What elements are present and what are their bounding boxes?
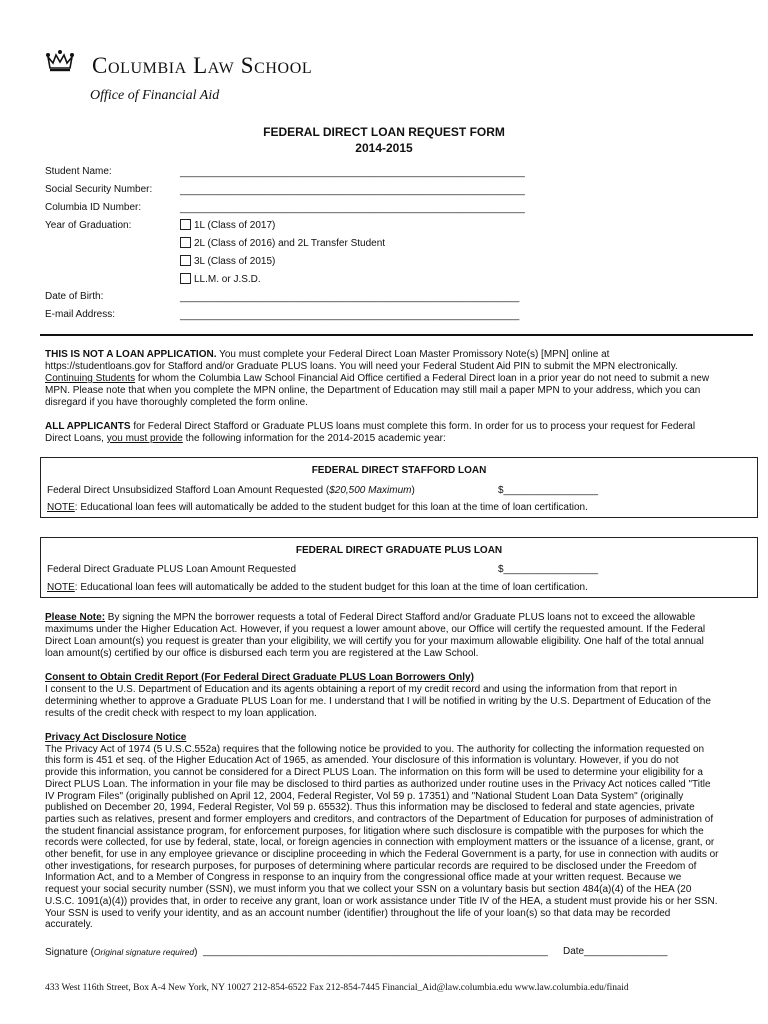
email-field[interactable]: _____________________________________________________________	[180, 310, 520, 321]
notice-paragraph: THIS IS NOT A LOAN APPLICATION. You must complete your Federal Direct Loan Master Promissory Note(s) [MPN] online at https://studentloans.gov for Stafford and/or Graduate PLUS loans. You will need your Federal Student Aid PIN to submit the MPN electronically. Continuing Students for whom the Columbia Law School Financial Aid Office certified a Federal Direct loan in a prior year do not need to submit a new MPN. Please note that when you complete the MPN online, the Department of Education may still mail a paper MPN to your address, which you can disregard if you have thoroughly completed the form online.	[45, 349, 710, 408]
applicants-paragraph: ALL APPLICANTS for Federal Direct Stafford or Graduate PLUS loans must complete this form. In order for us to process your request for Federal Direct Loans, you must provide the following information for the 2014-2015 academic year:	[45, 421, 696, 444]
consent-section: Consent to Obtain Credit Report (For Federal Direct Graduate PLUS Loan Borrowers Only) I consent to the U.S. Department of Education and its agents obtaining a report of my credit record and using the information from that report in determining whether to approve a Graduate PLUS Loan for me. I understand that I will be notified in writing by the U.S. Department of Education of the results of the credit check with respect to my loan application.	[45, 672, 711, 719]
checkbox[interactable]	[180, 273, 191, 284]
email-label: E-mail Address:	[45, 309, 116, 320]
grad-option-3[interactable]: 3L (Class of 2015)	[180, 255, 275, 268]
date-field[interactable]: _______________	[584, 946, 668, 957]
office-name: Office of Financial Aid	[90, 88, 220, 103]
stafford-amount-field[interactable]: $_________________	[498, 485, 599, 496]
crown-icon	[45, 49, 75, 73]
please-note-paragraph: Please Note: By signing the MPN the borrower requests a total of Federal Direct Stafford and/or Graduate PLUS loans not to exceed the allowable maximums under the Higher Education Act. However, if you request a lower amount above, our Office will certify the requested amount. If the Federal Direct Loan amount(s) you request is greater than your eligibility, we will certify you for your maximum allowable eligibility. One half of the total annual loan amount(s) certified by our office is disbursed each term you are registered at the Law School.	[45, 612, 706, 659]
school-name: Columbia Law School	[92, 53, 313, 78]
columbia-id-field[interactable]: ______________________________________________________________	[180, 203, 525, 214]
checkbox[interactable]	[180, 255, 191, 266]
grad-option-2[interactable]: 2L (Class of 2016) and 2L Transfer Student	[180, 237, 385, 250]
student-name-field[interactable]: ______________________________________________________________	[180, 167, 525, 178]
plus-note: NOTE: Educational loan fees will automatically be added to the student budget for this loan at the time of loan certification.	[47, 582, 588, 593]
stafford-amount-label: Federal Direct Unsubsidized Stafford Loan Amount Requested ($20,500 Maximum)	[47, 485, 415, 496]
dob-label: Date of Birth:	[45, 291, 104, 302]
stafford-title: FEDERAL DIRECT STAFFORD LOAN	[311, 465, 487, 476]
student-name-label: Student Name:	[45, 166, 112, 177]
dob-field[interactable]: _____________________________________________________________	[180, 292, 520, 303]
signature-field[interactable]: ______________________________________________________________	[203, 946, 548, 957]
ssn-field[interactable]: ______________________________________________________________	[180, 185, 525, 196]
checkbox[interactable]	[180, 219, 191, 230]
grad-option-1[interactable]: 1L (Class of 2017)	[180, 219, 275, 232]
divider	[40, 334, 753, 336]
form-title: FEDERAL DIRECT LOAN REQUEST FORM	[263, 125, 505, 139]
checkbox[interactable]	[180, 237, 191, 248]
plus-loan-box	[40, 537, 758, 598]
privacy-section: Privacy Act Disclosure Notice The Privacy Act of 1974 (5 U.S.C.552a) requires that the following notice be provided to you. The authority for collecting the information requested on this form is 451 et seq. of the Higher Education Act of 1965, as amended. Your disclosure of this information is voluntary. However, if you do not provide this information, you cannot be considered for a Direct PLUS Loan. The information on this form will be used to determine your eligibility for a Direct PLUS Loan. The information in your file may be disclosed to third parties as authorized under routine uses in the Privacy Act notices called "Title IV Program Files" (originally published on April 12, 2004, Federal Register, Vol 59 p. 17351) and "National Student Loan Data System" (originally published on December 20, 1994, Federal Register, Vol 59 p. 65532). Thus this information may be disclosed to federal and state agencies, private parties such as relatives, present and former employers and creditors, and contractors of the Department of Education for purposes of administration of the student financial assistance program, for enforcement purposes, for litigation where such disclosure is compatible with the purposes for which the records were collected, for use by federal, state, local, or foreign agencies in connection with employment matters or the issuance of a license, grant, or other benefit, for use in any employee grievance or discipline proceeding in which the Federal Government is a party, for use in connection with audits or other investigations, for research purposes, for purposes of determining where particular records are required to be disclosed under the Freedom of Information Act, and to a Member of Congress in response to an inquiry from the congressional office made at your written request. Because we request your social security number (SSN), we must inform you that we collect your SSN on a voluntary basis but section 484(a)(4) of the HEA (20 U.S.C. 1091(a)(4)) provides that, in order to receive any grant, loan or work assistance under Title IV of the HEA, a student must provide his or her SSN. Your SSN is used to verify your identity, and as an account number (identifier) throughout the life of your loan(s) so that data may be recorded accurately.	[45, 732, 719, 931]
consent-title: Consent to Obtain Credit Report (For Federal Direct Graduate PLUS Loan Borrowers Only)	[45, 672, 474, 683]
privacy-title: Privacy Act Disclosure Notice	[45, 732, 187, 743]
grad-option-4[interactable]: LL.M. or J.S.D.	[180, 273, 261, 286]
plus-amount-field[interactable]: $_________________	[498, 564, 599, 575]
plus-amount-label: Federal Direct Graduate PLUS Loan Amount Requested	[47, 564, 297, 575]
stafford-note: NOTE: Educational loan fees will automatically be added to the student budget for this loan at the time of loan certification.	[47, 502, 588, 513]
year-grad-label: Year of Graduation:	[45, 220, 132, 231]
form-year: 2014-2015	[355, 141, 413, 155]
plus-title: FEDERAL DIRECT GRADUATE PLUS LOAN	[295, 545, 503, 556]
date-label: Date	[563, 946, 585, 957]
columbia-id-label: Columbia ID Number:	[45, 202, 142, 213]
ssn-label: Social Security Number:	[45, 184, 153, 195]
signature-label: Signature (Original signature required)	[45, 947, 198, 958]
continuing-students-link: Continuing Students	[45, 373, 136, 384]
stafford-loan-box	[40, 457, 758, 518]
footer-address: 433 West 116th Street, Box A-4 New York, NY 10027 212-854-6522 Fax 212-854-7445 Financial_Aid@law.columbia.edu www.law.columbia.edu/finaid	[45, 983, 629, 993]
